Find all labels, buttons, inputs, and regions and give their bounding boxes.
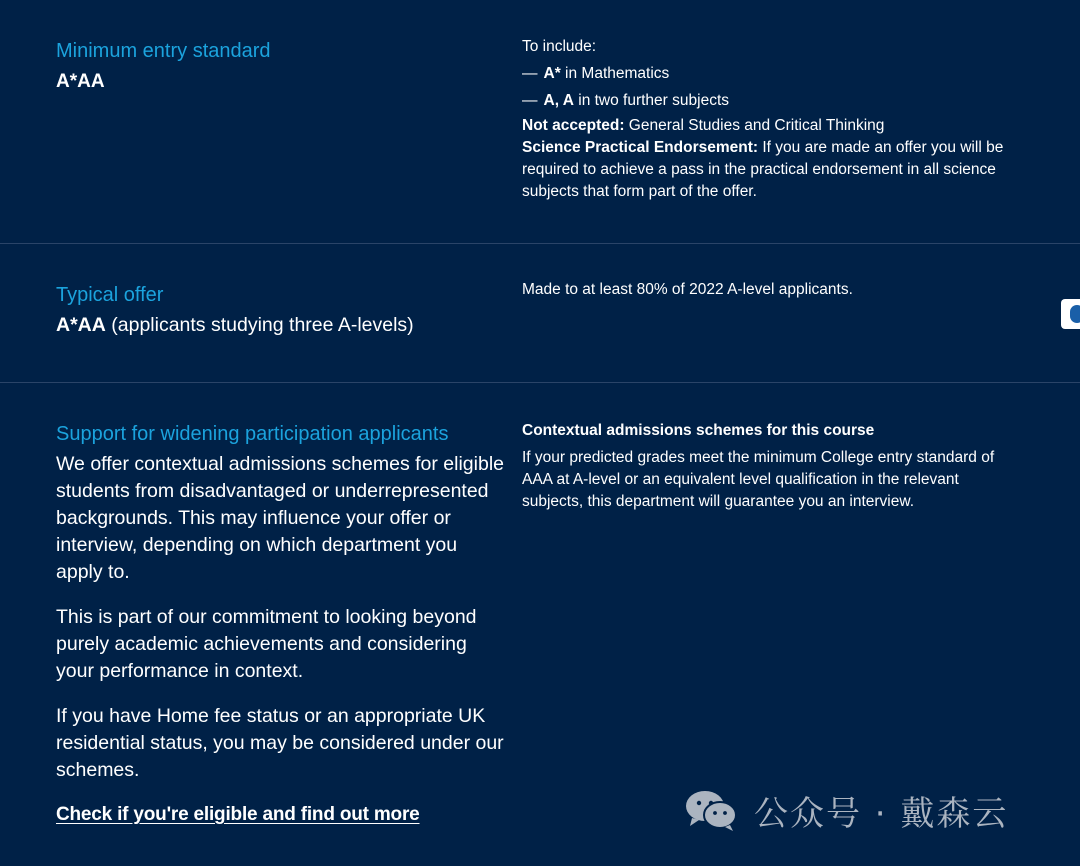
widening-paragraph: This is part of our commitment to looking beyond purely academic achievements and considering your performance in context. bbox=[56, 606, 477, 682]
typical-offer-heading: Typical offer bbox=[56, 284, 164, 306]
science-endorsement-text: Science Practical Endorsement: If you are made an offer you will be required to achieve a pass in the practical endorsement in all science subjects that form part of the offer. bbox=[522, 139, 1004, 200]
watermark bbox=[684, 786, 1008, 834]
wechat-icon bbox=[684, 788, 738, 832]
typical-offer-section bbox=[0, 244, 1080, 383]
contextual-text: If your predicted grades meet the minimum College entry standard of AAA at A-level or an equivalent level qualification in the relevant subjects, this department will guarantee you an interview. bbox=[522, 449, 995, 510]
not-accepted-line: Not accepted: General Studies and Critical Thinking bbox=[522, 117, 885, 134]
list-item: — A, A in two further subjects bbox=[522, 92, 730, 109]
typical-offer-note: Made to at least 80% of 2022 A-level applicants. bbox=[522, 281, 853, 298]
widening-paragraph: If you have Home fee status or an appropriate UK residential status, you may be considered under our schemes. bbox=[56, 705, 504, 781]
watermark-text: 公众号 · 戴森云 bbox=[754, 793, 1009, 834]
typical-offer-value: A*AA (applicants studying three A-levels) bbox=[56, 314, 414, 336]
feedback-icon bbox=[1070, 305, 1080, 323]
widening-heading: Support for widening participation applicants bbox=[56, 423, 449, 445]
dash-icon: — bbox=[522, 65, 538, 82]
contextual-heading: Contextual admissions schemes for this course bbox=[522, 422, 875, 439]
dash-icon: — bbox=[522, 92, 538, 109]
widening-paragraph: We offer contextual admissions schemes for eligible students from disadvantaged or underrepresented backgrounds. This may influence your offer or interview, depending on which department you apply to. bbox=[56, 453, 504, 583]
min-entry-intro: To include: bbox=[522, 38, 597, 55]
min-entry-value: A*AA bbox=[56, 71, 105, 92]
eligibility-link[interactable]: Check if you're eligible and find out more bbox=[56, 804, 420, 825]
min-entry-heading: Minimum entry standard bbox=[56, 40, 271, 62]
min-entry-section bbox=[0, 0, 1080, 244]
list-item: — A* in Mathematics bbox=[522, 65, 670, 82]
feedback-tab[interactable] bbox=[1061, 299, 1080, 329]
